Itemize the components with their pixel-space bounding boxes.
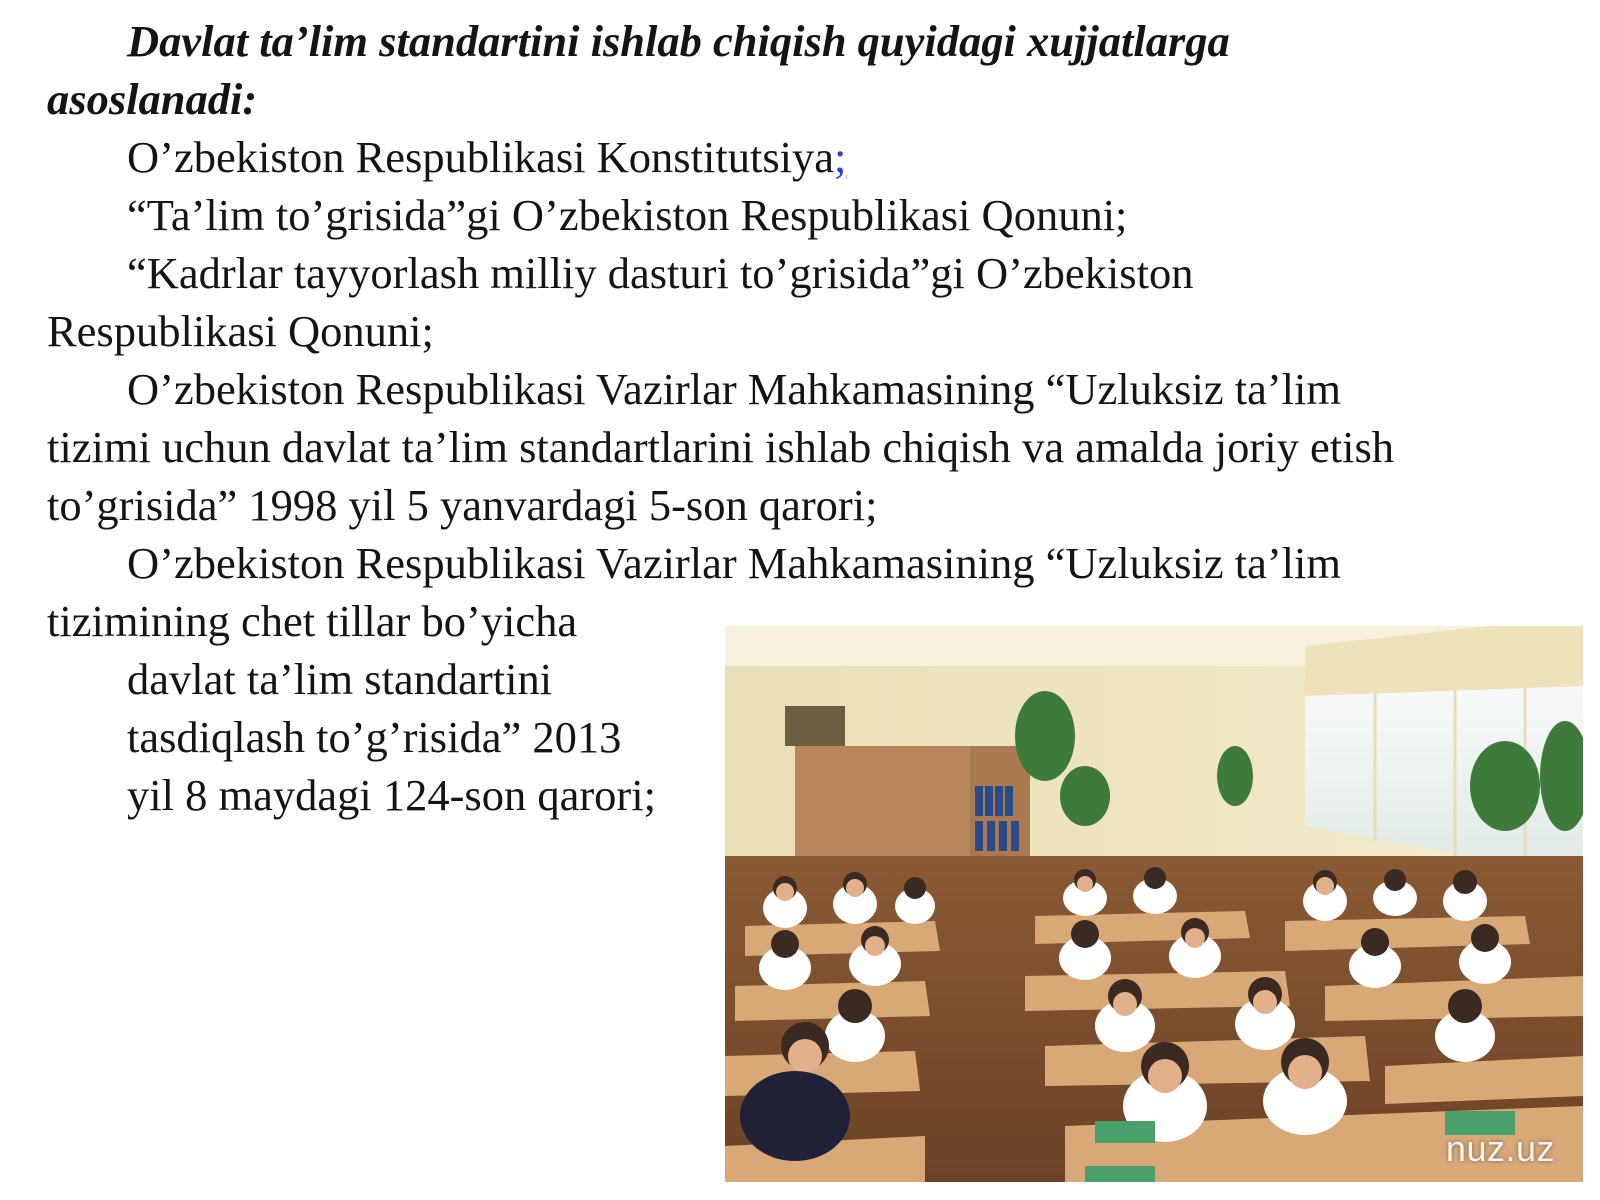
item-constitution-link[interactable]: ; — [834, 132, 847, 182]
item-resolution-2013-line-1: O’zbekiston Respublikasi Vazirlar Mahkamasining “Uzluksiz ta’lim — [127, 538, 1341, 588]
item-resolution-1998-line-2: tizimi uchun davlat ta’lim standartlarini ishlab chiqish va amalda joriy etish — [47, 422, 1395, 472]
item-constitution — [127, 128, 846, 186]
item-resolution-2013-line-3: davlat ta’lim standartini — [127, 654, 553, 704]
classroom-illustration — [725, 626, 1583, 1182]
classroom-photo — [725, 626, 1583, 1182]
item-personnel-law-line-2: Respublikasi Qonuni; — [47, 306, 434, 356]
photo-watermark: nuz.uz — [1445, 1128, 1555, 1169]
item-resolution-2013-line-4: tasdiqlash to’g’risida” 2013 — [127, 712, 622, 762]
item-resolution-1998-line-3: to’grisida” 1998 yil 5 yanvardagi 5-son qarori; — [47, 480, 878, 530]
item-constitution-text: O’zbekiston Respublikasi Konstitutsiya — [127, 132, 835, 182]
item-resolution-1998-line-1: O’zbekiston Respublikasi Vazirlar Mahkamasining “Uzluksiz ta’lim — [127, 364, 1341, 414]
slide-title-line-1: Davlat ta’lim standartini ishlab chiqish quyidagi xujjatlarga — [127, 16, 1230, 66]
item-education-law: “Ta’lim to’grisida”gi O’zbekiston Respublikasi Qonuni; — [127, 190, 1128, 240]
item-resolution-2013-line-5: yil 8 maydagi 124-son qarori; — [127, 770, 656, 820]
item-resolution-2013-line-2: tizimining chet tillar bo’yicha — [47, 596, 578, 646]
slide-title-line-2: asoslanadi: — [47, 74, 258, 124]
item-personnel-law-line-1: “Kadrlar tayyorlash milliy dasturi to’grisida”gi O’zbekiston — [127, 248, 1194, 298]
